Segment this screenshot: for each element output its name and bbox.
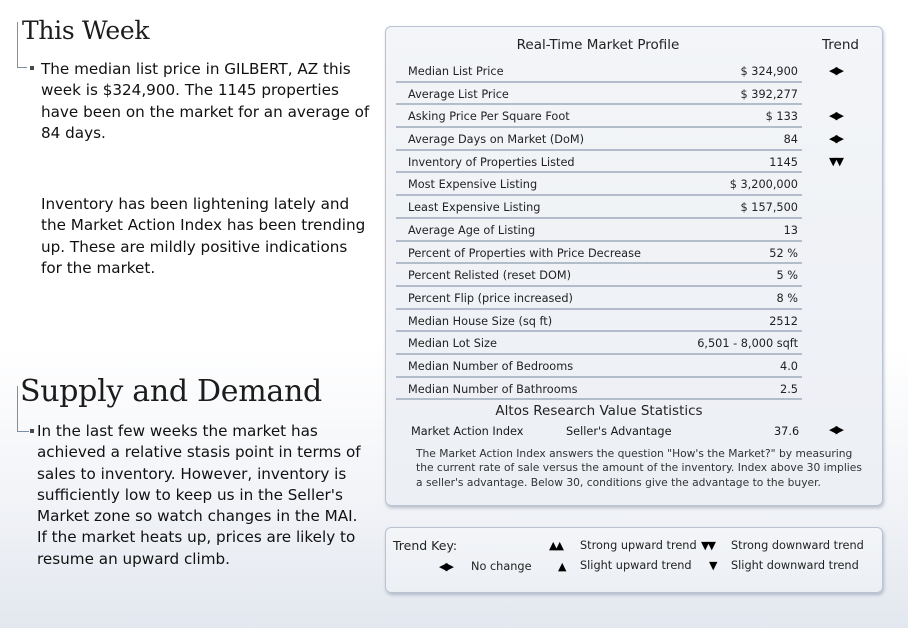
trend-key-title: Trend Key: bbox=[393, 538, 458, 553]
no-change-label: No change bbox=[471, 560, 532, 573]
row-label: Percent Flip (price increased) bbox=[408, 291, 573, 305]
table-row bbox=[396, 242, 802, 265]
row-value: 52 % bbox=[769, 246, 798, 260]
inventory-summary: Inventory has been lightening lately and the Market Action Index has been trending up. These are mildly positive indications for the market. bbox=[41, 195, 366, 277]
row-label: Percent of Properties with Price Decrease bbox=[408, 246, 641, 260]
table-row bbox=[396, 151, 802, 174]
row-value: 6,501 - 8,000 sqft bbox=[697, 337, 798, 351]
row-label: Average Days on Market (DoM) bbox=[408, 133, 585, 147]
row-value: 4.0 bbox=[780, 359, 798, 373]
row-value: 5 % bbox=[776, 269, 798, 283]
table-row bbox=[396, 287, 802, 310]
strong-upward-label: Strong upward trend bbox=[580, 539, 697, 552]
bullet-marker bbox=[30, 429, 34, 433]
row-value: $ 157,500 bbox=[740, 201, 798, 215]
no-change-icon: ◀▶ bbox=[829, 132, 842, 146]
table-row bbox=[396, 196, 802, 219]
table-row bbox=[396, 173, 802, 196]
slight-upward-icon: ▲ bbox=[558, 560, 565, 573]
table-row bbox=[396, 264, 802, 287]
supply-demand-title: Supply and Demand bbox=[20, 374, 322, 409]
this-week-title: This Week bbox=[22, 16, 150, 45]
row-label: Average List Price bbox=[408, 87, 509, 101]
this-week-summary: The median list price in GILBERT, AZ this week is $324,900. The 1145 properties have been on the market for an average of 84 days. bbox=[41, 60, 370, 142]
row-value: $ 324,900 bbox=[740, 65, 798, 78]
row-label: Median Number of Bathrooms bbox=[408, 382, 578, 396]
row-label: Median Lot Size bbox=[408, 337, 497, 351]
supply-demand-summary: In the last few weeks the market has achieved a relative stasis point in terms of sales to inventory. However, inventory is sufficiently low to keep us in the Seller's Market zone so watch changes in the MAI. If the market heats up, prices are likely to resume an upward climb. bbox=[37, 422, 361, 568]
mai-description: The Market Action Index answers the question "How's the Market?" by measuring the current rate of sale versus the amount of the inventory. Index above 30 implies a seller's advantage. Below 30, conditions give the advantage to the buyer. bbox=[416, 447, 862, 489]
row-label: Inventory of Properties Listed bbox=[408, 155, 575, 169]
trend-key-panel bbox=[385, 527, 883, 593]
row-value: 1145 bbox=[769, 155, 798, 169]
row-value: 2.5 bbox=[780, 382, 798, 396]
row-label: Percent Relisted (reset DOM) bbox=[408, 269, 572, 283]
slight-downward-label: Slight downward trend bbox=[731, 559, 859, 572]
row-label: Median List Price bbox=[408, 65, 504, 78]
row-value: 84 bbox=[783, 133, 798, 147]
table-row bbox=[396, 83, 802, 106]
no-change-icon: ◀▶ bbox=[829, 109, 842, 123]
market-profile-panel bbox=[385, 26, 883, 506]
row-value: $ 3,200,000 bbox=[729, 178, 798, 192]
slight-upward-label: Slight upward trend bbox=[580, 559, 692, 572]
no-change-icon: ◀▶ bbox=[439, 560, 452, 573]
table-row bbox=[396, 219, 802, 242]
mai-value: 37.6 bbox=[774, 425, 800, 438]
strong-downward-icon: ▼▼ bbox=[829, 154, 842, 168]
no-change-icon: ◀▶ bbox=[829, 64, 842, 77]
slight-downward-icon: ▼ bbox=[709, 559, 716, 572]
bullet-marker bbox=[30, 66, 34, 70]
row-label: Median House Size (sq ft) bbox=[408, 314, 553, 328]
row-value: $ 392,277 bbox=[740, 87, 798, 101]
strong-downward-label: Strong downward trend bbox=[731, 539, 864, 552]
table-row bbox=[396, 60, 802, 83]
trend-column-heading: Trend bbox=[822, 37, 859, 53]
strong-upward-icon: ▲▲ bbox=[549, 539, 562, 552]
row-label: Least Expensive Listing bbox=[408, 201, 541, 215]
value-statistics-heading: Altos Research Value Statistics bbox=[495, 403, 703, 419]
row-value: 8 % bbox=[776, 291, 798, 305]
table-row bbox=[396, 105, 802, 128]
strong-downward-icon: ▼▼ bbox=[701, 539, 714, 552]
row-label: Asking Price Per Square Foot bbox=[408, 110, 570, 124]
table-row bbox=[396, 378, 802, 401]
row-label: Most Expensive Listing bbox=[408, 178, 538, 192]
no-change-icon: ◀▶ bbox=[829, 423, 842, 436]
table-row bbox=[396, 332, 802, 355]
market-profile-table bbox=[396, 60, 802, 400]
row-label: Median Number of Bedrooms bbox=[408, 359, 574, 373]
table-row bbox=[396, 310, 802, 333]
row-label: Average Age of Listing bbox=[408, 223, 536, 237]
table-row bbox=[396, 355, 802, 378]
market-profile-heading: Real-Time Market Profile bbox=[516, 37, 680, 53]
row-value: 13 bbox=[783, 223, 798, 237]
row-value: 2512 bbox=[769, 314, 798, 328]
mai-status: Seller's Advantage bbox=[566, 425, 672, 438]
mai-label: Market Action Index bbox=[411, 425, 524, 438]
table-row bbox=[396, 128, 802, 151]
row-value: $ 133 bbox=[765, 110, 798, 124]
